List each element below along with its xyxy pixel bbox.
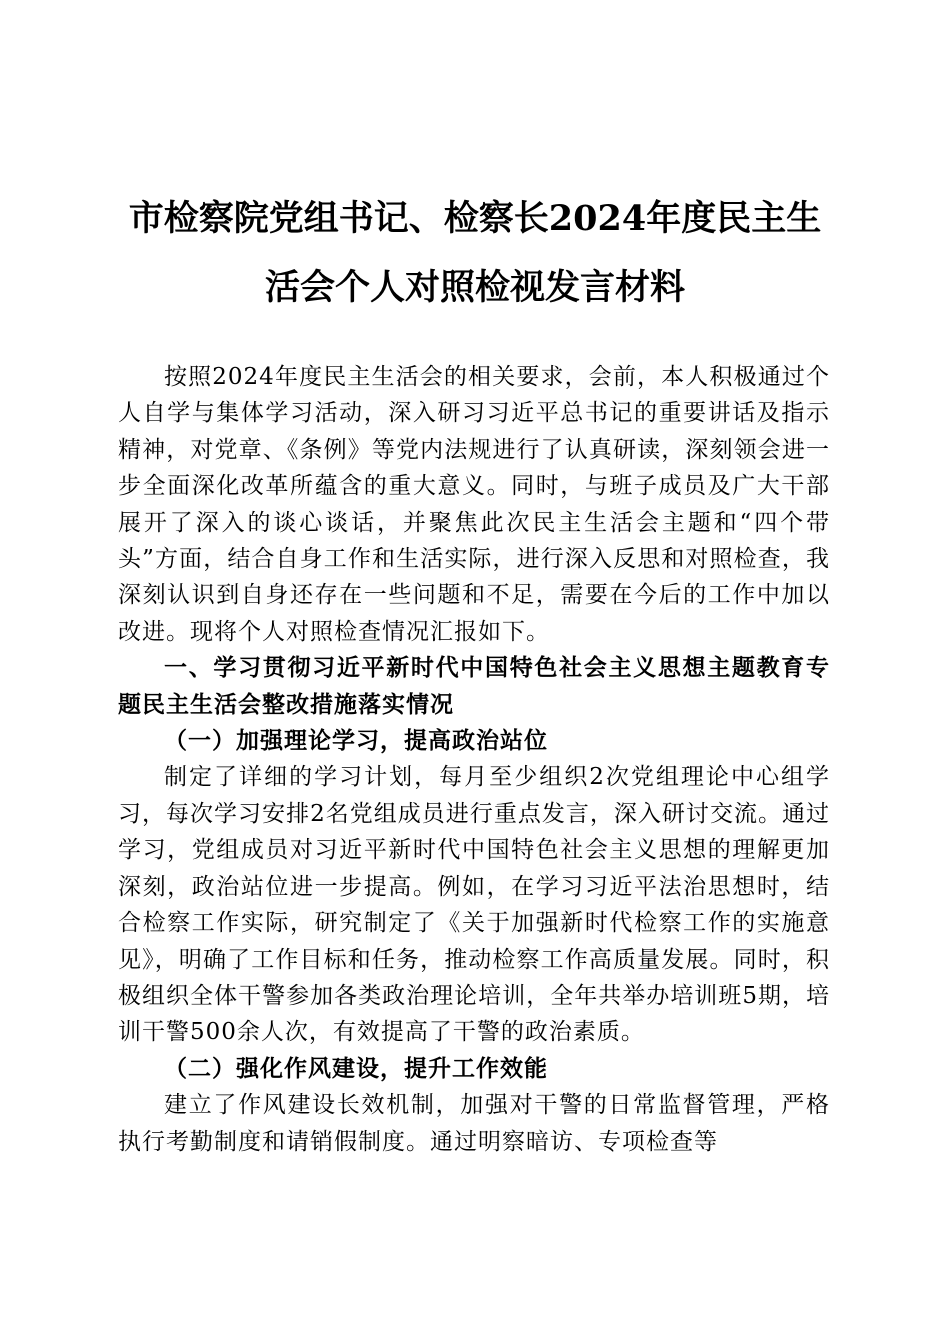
subsection-heading-1: （一）加强理论学习，提高政治站位: [164, 727, 548, 755]
body-paragraph: 制定了详细的学习计划，每月至少组织2次党组理论中心组学习，每次学习安排2名党组成员进行重点发言，深入研讨交流。通过学习，党组成员对习近平新时代中国特色社会主义思想的理解更加深刻，政治站位进一步提高。例如，在学习习近平法治思想时，结合检察工作实际，研究制定了《关于加强新时代检察工作的实施意见》，明确了工作目标和任务，推动检察工作高质量发展。同时，积极组织全体干警参加各类政治理论培训，全年共举办培训班5期，培训干警500余人次，有效提高了干警的政治素质。: [118, 764, 830, 1046]
document-title-line-2: 活会个人对照检视发言材料: [264, 267, 685, 308]
intro-paragraph: 按照2024年度民主生活会的相关要求，会前，本人积极通过个人自学与集体学习活动，深入研习习近平总书记的重要讲话及指示精神，对党章、《条例》等党内法规进行了认真研读，深刻领会进一步全面深化改革所蕴含的重大意义。同时，与班子成员及广大干部展开了深入的谈心谈话，并聚焦此次民主生活会主题和“四个带头”方面，结合自身工作和生活实际，进行深入反思和对照检查，我深刻认识到自身还存在一些问题和不足，需要在今后的工作中加以改进。现将个人对照检查情况汇报如下。: [118, 364, 830, 645]
body-paragraph: 建立了作风建设长效机制，加强对干警的日常监督管理，严格执行考勤制度和请销假制度。通过明察暗访、专项检查等: [118, 1092, 830, 1155]
subsection-heading-2: （二）强化作风建设，提升工作效能: [164, 1054, 548, 1082]
document-body: [118, 359, 830, 1160]
section-heading-1: 一、学习贯彻习近平新时代中国特色社会主义思想主题教育专题民主生活会整改措施落实情况: [118, 655, 830, 718]
document-title-line-1: 市检察院党组书记、检察长2024年度民主生: [128, 198, 822, 239]
